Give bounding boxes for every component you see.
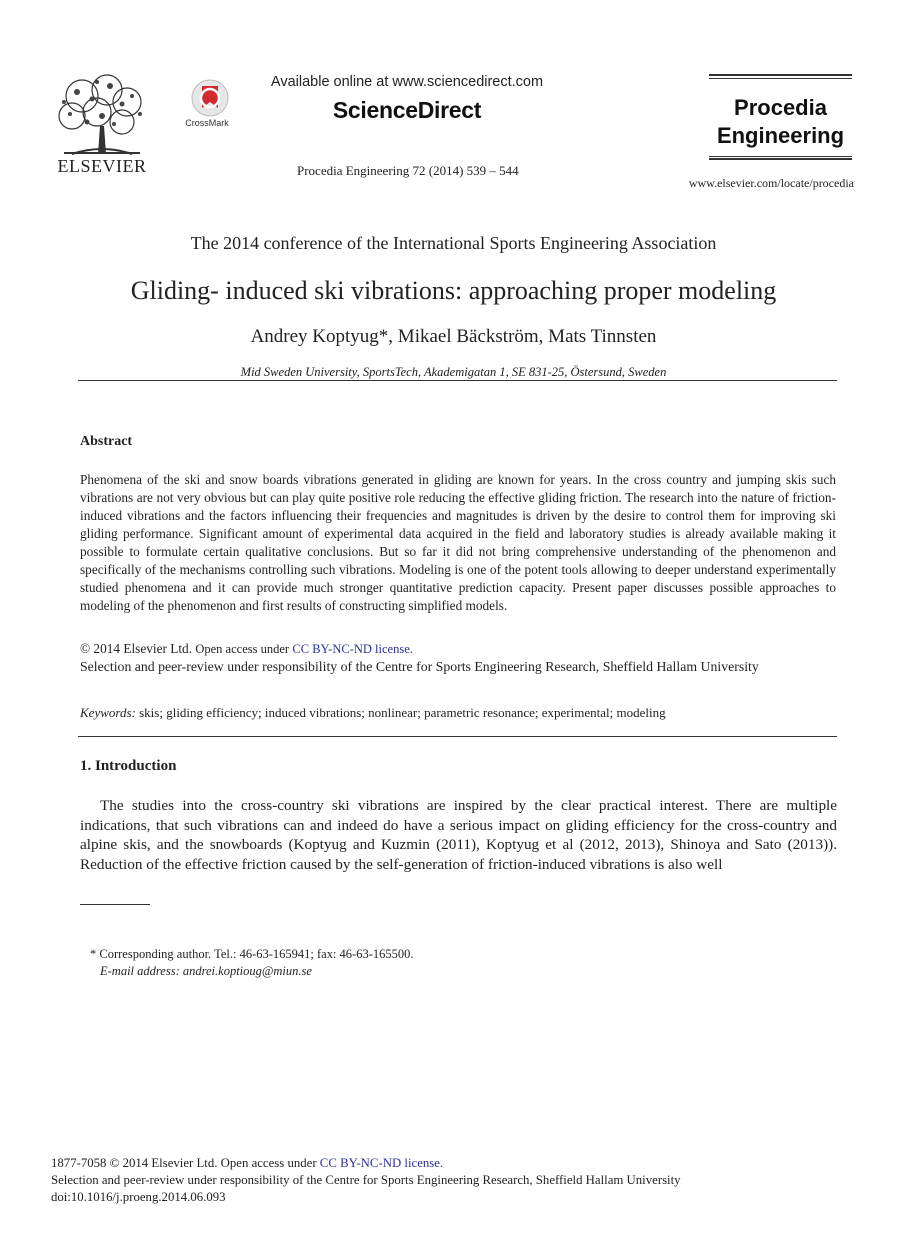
license-link[interactable]: CC BY-NC-ND license. <box>292 642 413 656</box>
peer-review-statement: Selection and peer-review under responsibility of the Centre for Sports Engineering Research, Sheffield Hallam University <box>80 659 759 674</box>
conference-name: The 2014 conference of the International Sports Engineering Association <box>190 233 717 253</box>
abstract-heading: Abstract <box>80 434 133 449</box>
corresponding-author-note: * Corresponding author. Tel.: 46-63-165941; fax: 46-63-165500. <box>90 947 414 961</box>
keywords-line <box>80 705 836 721</box>
journal-box-rule-top <box>709 74 852 76</box>
journal-name-line2: Engineering <box>716 123 845 148</box>
footer-peer-review: Selection and peer-review under responsibility of the Centre for Sports Engineering Research, Sheffield Hallam University <box>51 1173 681 1187</box>
journal-name <box>709 94 852 150</box>
footer-license-link[interactable]: CC BY-NC-ND license. <box>319 1156 444 1170</box>
paper-title: Gliding- induced ski vibrations: approaching proper modeling <box>130 276 777 305</box>
footer-doi[interactable]: doi:10.1016/j.proeng.2014.06.093 <box>51 1190 226 1204</box>
copyright-text: © 2014 Elsevier Ltd. <box>80 641 193 656</box>
keywords-label: Keywords: <box>80 705 136 720</box>
title-divider <box>78 380 837 381</box>
footer-issn-text: 1877-7058 © 2014 Elsevier Ltd. Open access under <box>51 1156 317 1170</box>
open-access-text: Open access under <box>195 642 290 656</box>
introduction-heading: 1. Introduction <box>80 758 177 774</box>
copyright-line <box>80 640 836 658</box>
affiliation: Mid Sweden University, SportsTech, Akademigatan 1, SE 831-25, Östersund, Sweden <box>240 365 667 379</box>
journal-box-rule-top-thin <box>709 78 852 79</box>
journal-box-rule-bottom-thin <box>709 156 852 157</box>
abstract-divider <box>78 736 837 737</box>
introduction-body: The studies into the cross-country ski vibrations are inspired by the clear practical interest. There are multiple indications, that such vibrations can and indeed do have a serious impact on gliding efficiency for the cross-country and alpine skis, and the snowboards (Koptyug and Kuzmin (2011), Koptyug et al (2012, 2013), Shinoya and Sato (2013)). Reduction of the effective friction caused by the self-generation of friction-induced vibrations is also well <box>80 797 837 873</box>
elsevier-wordmark: ELSEVIER <box>57 156 147 176</box>
journal-box-rule-bottom <box>709 158 852 160</box>
available-online-text[interactable]: Available online at www.sciencedirect.com <box>270 74 544 90</box>
author-email[interactable]: E-mail address: andrei.koptioug@miun.se <box>100 964 312 978</box>
journal-name-line1: Procedia <box>734 95 827 120</box>
keywords-text: skis; gliding efficiency; induced vibrations; nonlinear; parametric resonance; experimental; modeling <box>139 705 666 720</box>
journal-url[interactable]: www.elsevier.com/locate/procedia <box>688 176 854 190</box>
journal-citation: Procedia Engineering 72 (2014) 539 – 544 <box>297 163 519 178</box>
sciencedirect-wordmark: ScienceDirect <box>332 97 482 123</box>
footer-issn-line <box>51 1155 871 1172</box>
crossmark-label: CrossMark <box>185 118 229 128</box>
author-list: Andrey Koptyug*, Mikael Bäckström, Mats Tinnsten <box>250 326 657 347</box>
page-footer <box>51 1155 871 1206</box>
footnote-rule <box>80 904 150 905</box>
abstract-body: Phenomena of the ski and snow boards vibrations generated in gliding are known for years. In the cross country and jumping skis such vibrations are not very obvious but can play quite positive role reducing the effective gliding friction. The research into the nature of friction-induced vibrations and the factors influencing their frequencies and magnitudes is driven by the desire to control them for improving ski gliding performance. Significant amount of experimental data acquired in the field and laboratory studies is already available making it possible to formulate certain qualitative conclusions. But so far it did not bring comprehensive understanding of the phenomenon and specifically of the mechanisms controlling such vibrations. Modeling is one of the potent tools allowing to deeper understand experimentally studied phenomena and it can provide much stronger quantitative prediction capacity. Present paper discusses possible approaches to modeling of the phenomenon and first results of constructing simplified models. <box>80 472 836 613</box>
